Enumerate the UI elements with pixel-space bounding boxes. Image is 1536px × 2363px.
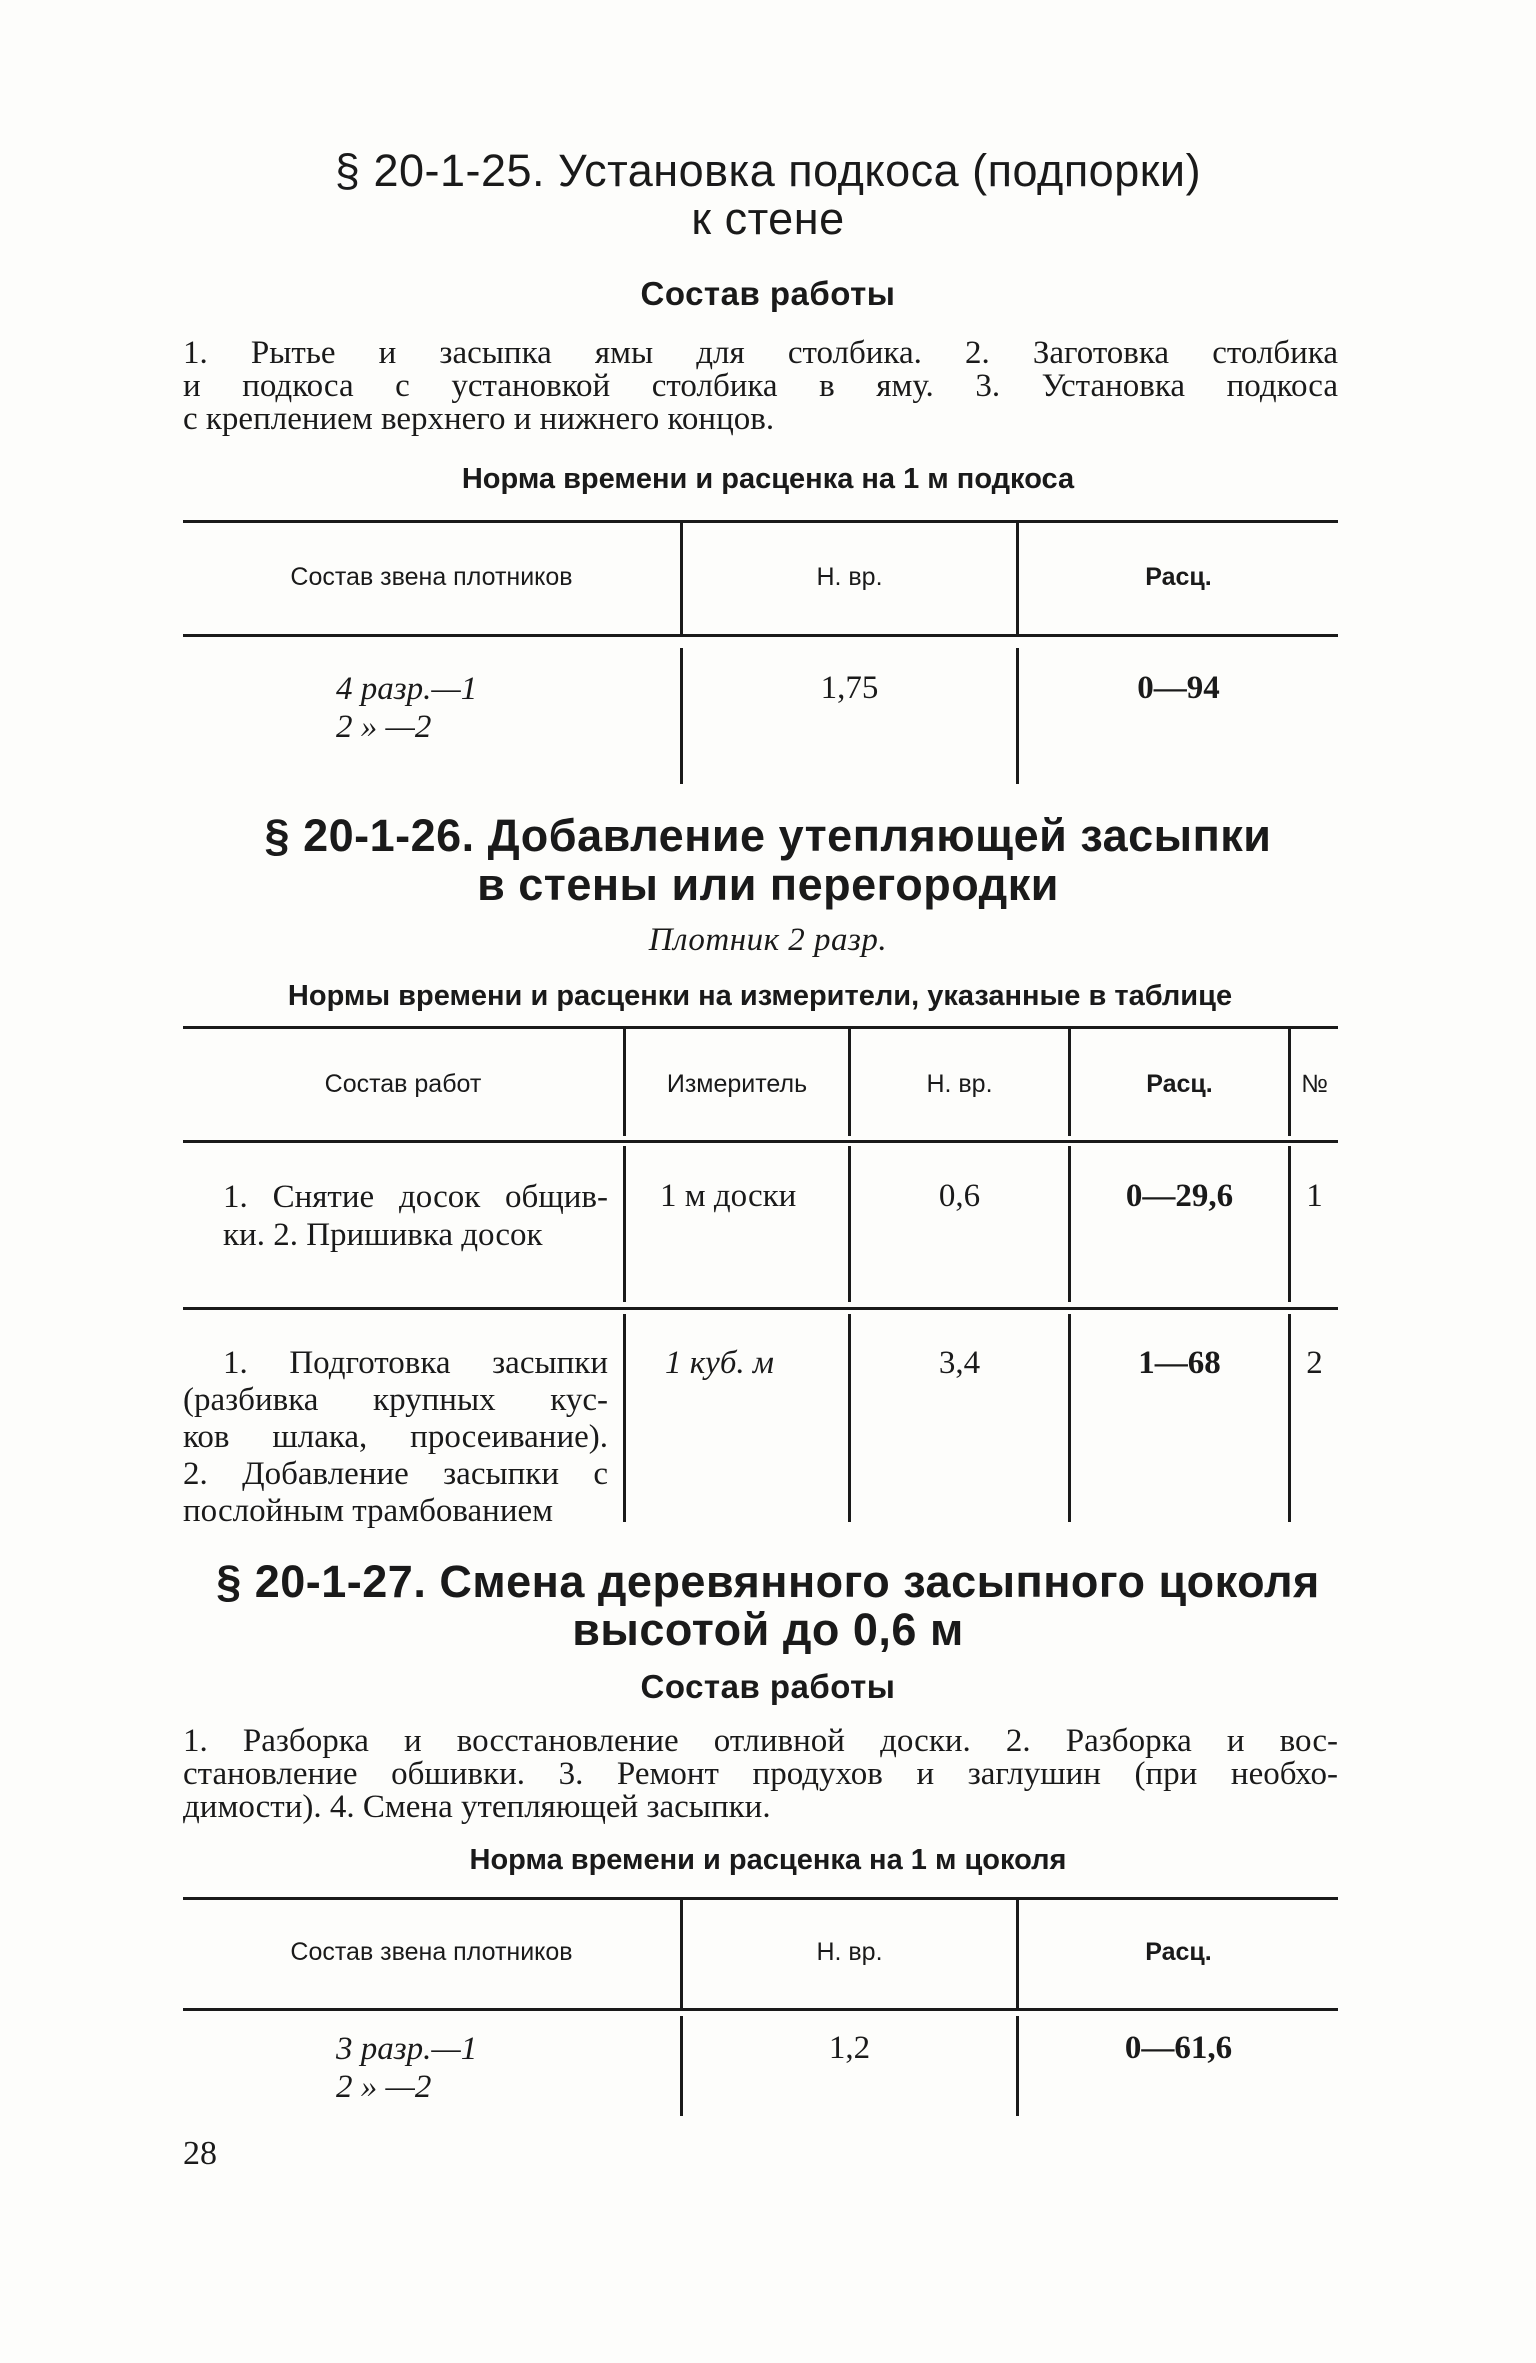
column-header-crew: Состав звена плотников: [290, 563, 573, 591]
table-divider: [1288, 1146, 1291, 1302]
table-row-2-work: 1. Подготовка засыпки (разбивка крупных кус- ков шлака, просеивание). 2. Добавление засыпки с послойным трамбованием: [183, 1345, 608, 1529]
section-27-work-description: [183, 1725, 1338, 1824]
crew-composition: [336, 2030, 477, 2106]
table-rule: [183, 1026, 1338, 1029]
table-row-1-number: 1: [1306, 1178, 1323, 1214]
section-27-subhead: Состав работы: [640, 1668, 896, 1705]
work-line: димости). 4. Смена утепляющей засыпки.: [183, 1789, 771, 1825]
table-divider: [1016, 648, 1019, 784]
column-header-crew: Состав звена плотников: [290, 1938, 573, 1966]
section-26-table-caption: Нормы времени и расценки на измерители, указанные в таблице: [287, 980, 1233, 1012]
norm-value: 1,2: [828, 2030, 871, 2066]
norm-value: 1,75: [820, 670, 879, 706]
column-header-norm: Н. вр.: [816, 1938, 883, 1966]
table-rule: [183, 1307, 1338, 1310]
section-26-title-line1: § 20-1-26. Добавление утепляющей засыпки: [264, 810, 1272, 861]
work-line: и подкоса с установкой столбика в яму. 3. Установка подкоса: [183, 368, 1338, 404]
section-25-work-description: [183, 337, 1338, 436]
work-line: становление обшивки. 3. Ремонт продухов и заглушин (при необхо-: [183, 1756, 1338, 1792]
section-25-table-caption: Норма времени и расценка на 1 м подкоса: [461, 463, 1075, 495]
table-row-2-rate: 1—68: [1138, 1345, 1221, 1381]
table-row-2-number: 2: [1306, 1345, 1323, 1381]
page-number: 28: [183, 2135, 217, 2172]
column-header-norm: Н. вр.: [926, 1070, 993, 1098]
table-row-1-work: 1. Снятие досок общив- ки. 2. Пришивка досок: [223, 1179, 608, 1253]
table-rule: [183, 1897, 1338, 1900]
table-divider: [623, 1146, 626, 1302]
table-row-1-rate: 0—29,6: [1125, 1178, 1234, 1214]
crew-line: 2 » —2: [336, 2069, 432, 2105]
table-row-2-norm: 3,4: [938, 1345, 981, 1381]
table-divider: [623, 1314, 626, 1522]
section-25-title-line1: § 20-1-25. Установка подкоса (подпорки): [334, 145, 1202, 196]
table-divider: [1068, 1146, 1071, 1302]
column-header-rate: Расц.: [1145, 1938, 1212, 1966]
rate-value: 0—94: [1137, 670, 1220, 706]
work-line: с креплением верхнего и нижнего концов.: [183, 401, 775, 437]
table-rule: [183, 634, 1338, 637]
table-divider: [848, 1146, 851, 1302]
table-rule: [183, 2008, 1338, 2011]
column-header-rate: Расц.: [1146, 1070, 1213, 1098]
crew-line: 3 разр.—1: [336, 2031, 478, 2067]
section-27-title-line2: высотой до 0,6 м: [572, 1604, 964, 1655]
rate-value: 0—61,6: [1124, 2030, 1233, 2066]
work-line: 1. Рытье и засыпка ямы для столбика. 2. Заготовка столбика: [183, 335, 1338, 371]
table-rule: [183, 520, 1338, 523]
section-25-subhead: Состав работы: [640, 275, 896, 312]
section-25-title-line2: к стене: [691, 193, 845, 244]
crew-line: 4 разр.—1: [336, 671, 478, 707]
section-26-worker: Плотник 2 разр.: [648, 922, 888, 958]
work-line: 1. Разборка и восстановление отливной доски. 2. Разборка и вос-: [183, 1723, 1338, 1759]
table-divider: [680, 648, 683, 784]
crew-composition: [336, 670, 477, 746]
table-rule: [183, 1140, 1338, 1143]
section-26-title-line2: в стены или перегородки: [477, 859, 1059, 910]
section-27-title-line1: § 20-1-27. Смена деревянного засыпного цоколя: [216, 1556, 1320, 1607]
table-row-1-norm: 0,6: [938, 1178, 981, 1214]
column-header-rate: Расц.: [1145, 563, 1212, 591]
column-header-unit: Измеритель: [666, 1070, 808, 1098]
section-27-table-caption: Норма времени и расценка на 1 м цоколя: [469, 1844, 1067, 1876]
column-header-norm: Н. вр.: [816, 563, 883, 591]
column-header-work: Состав работ: [324, 1070, 482, 1098]
crew-line: 2 » —2: [336, 709, 432, 745]
column-header-number: №: [1301, 1070, 1328, 1098]
table-row-2-unit: 1 куб. м: [665, 1345, 774, 1381]
table-row-1-unit: 1 м доски: [660, 1178, 797, 1214]
